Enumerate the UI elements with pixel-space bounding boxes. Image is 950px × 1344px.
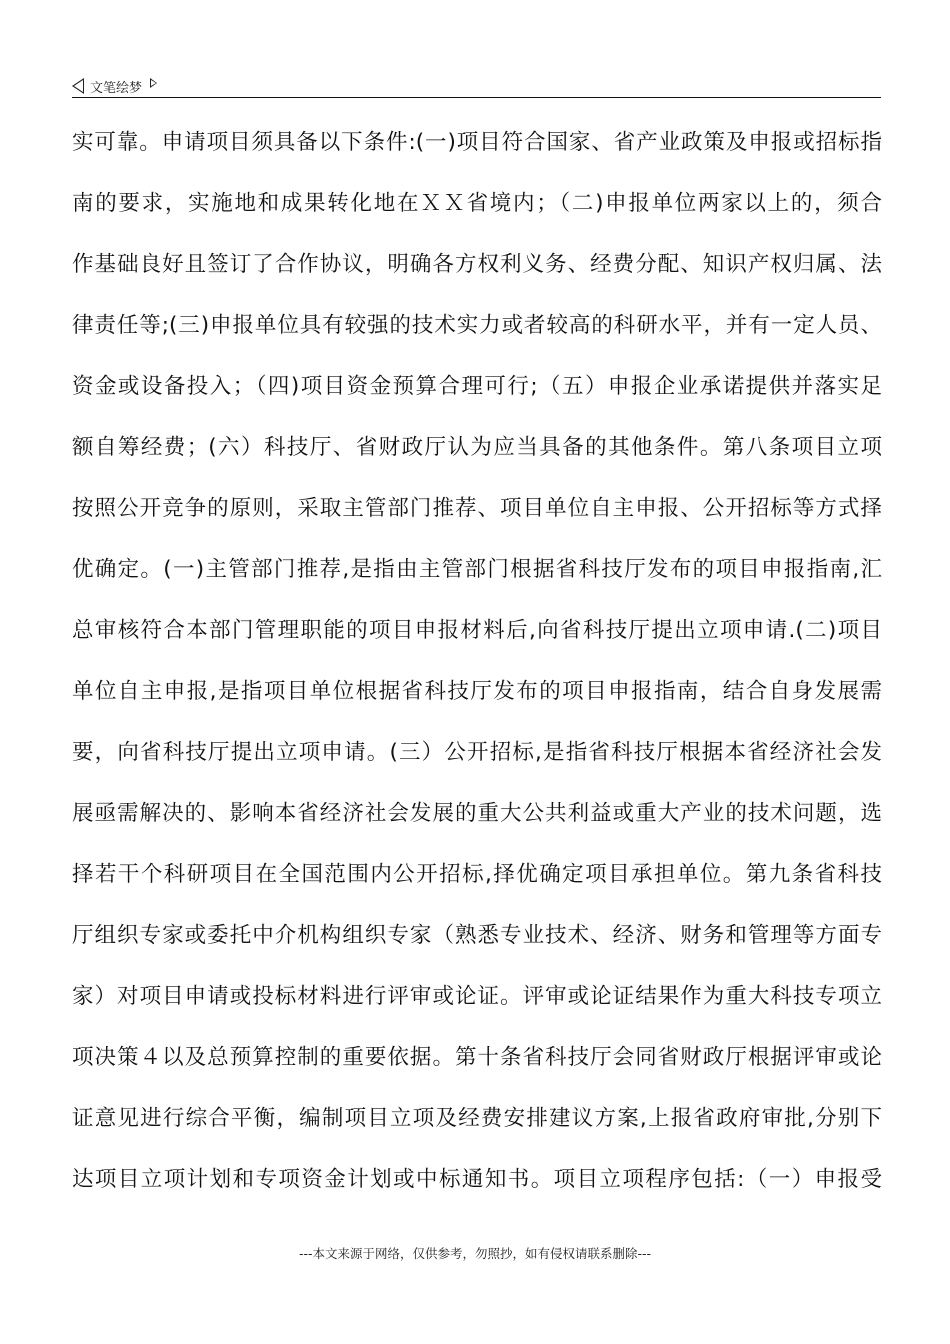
- text-line: 单位自主申报,是指项目单位根据省科技厅发布的项目申报指南，结合自身发展需: [72, 679, 882, 704]
- text-line: 证意见进行综合平衡，编制项目立项及经费安排建议方案,上报省政府审批,分别下: [72, 1106, 882, 1131]
- text-line: 优确定。(一)主管部门推荐,是指由主管部门根据省科技厅发布的项目申报指南,汇: [72, 557, 882, 582]
- text-line: 家）对项目申请或投标材料进行评审或论证。评审或论证结果作为重大科技专项立: [72, 984, 882, 1009]
- text-line: 要，向省科技厅提出立项申请。(三）公开招标,是指省科技厅根据本省经济社会发: [72, 740, 882, 765]
- page-footer: ---本文来源于网络，仅供参考，勿照抄，如有侵权请联系删除---: [298, 1246, 652, 1261]
- text-line: 项决策４以及总预算控制的重要依据。第十条省科技厅会同省财政厅根据评审或论: [72, 1045, 882, 1070]
- text-line: 南的要求，实施地和成果转化地在ＸＸ省境内；（二)申报单位两家以上的，须合: [72, 191, 882, 216]
- text-line: 实可靠。申请项目须具备以下条件:(一)项目符合国家、省产业政策及申报或招标指: [72, 130, 882, 155]
- text-line: 额自筹经费；(六）科技厅、省财政厅认为应当具备的其他条件。第八条项目立项: [72, 435, 882, 460]
- text-line: 按照公开竞争的原则，采取主管部门推荐、项目单位自主申报、公开招标等方式择: [72, 496, 882, 521]
- text-line: 厅组织专家或委托中介机构组织专家（熟悉专业技术、经济、财务和管理等方面专: [72, 923, 882, 948]
- triangle-right-icon: [150, 78, 157, 88]
- header-title: 文笔绘梦: [90, 80, 143, 96]
- page-header: [72, 74, 157, 98]
- text-line: 律责任等;(三)申报单位具有较强的技术实力或者较高的科研水平，并有一定人员、: [72, 313, 882, 338]
- text-line: 择若干个科研项目在全国范围内公开招标,择优确定项目承担单位。第九条省科技: [72, 862, 882, 887]
- text-line: 资金或设备投入；（四)项目资金预算合理可行;（五）申报企业承诺提供并落实足: [72, 374, 882, 399]
- text-line: 总审核符合本部门管理职能的项目申报材料后,向省科技厅提出立项申请.(二)项目: [72, 618, 882, 643]
- header-divider: [72, 97, 881, 98]
- document-body: [72, 122, 882, 1220]
- text-line: 展亟需解决的、影响本省经济社会发展的重大公共利益或重大产业的技术问题，选: [72, 801, 882, 826]
- text-line: 作基础良好且签订了合作协议，明确各方权利义务、经费分配、知识产权归属、法: [72, 252, 882, 277]
- triangle-left-icon: [72, 78, 84, 94]
- text-line: 达项目立项计划和专项资金计划或中标通知书。项目立项程序包括:（一）申报受: [72, 1167, 882, 1192]
